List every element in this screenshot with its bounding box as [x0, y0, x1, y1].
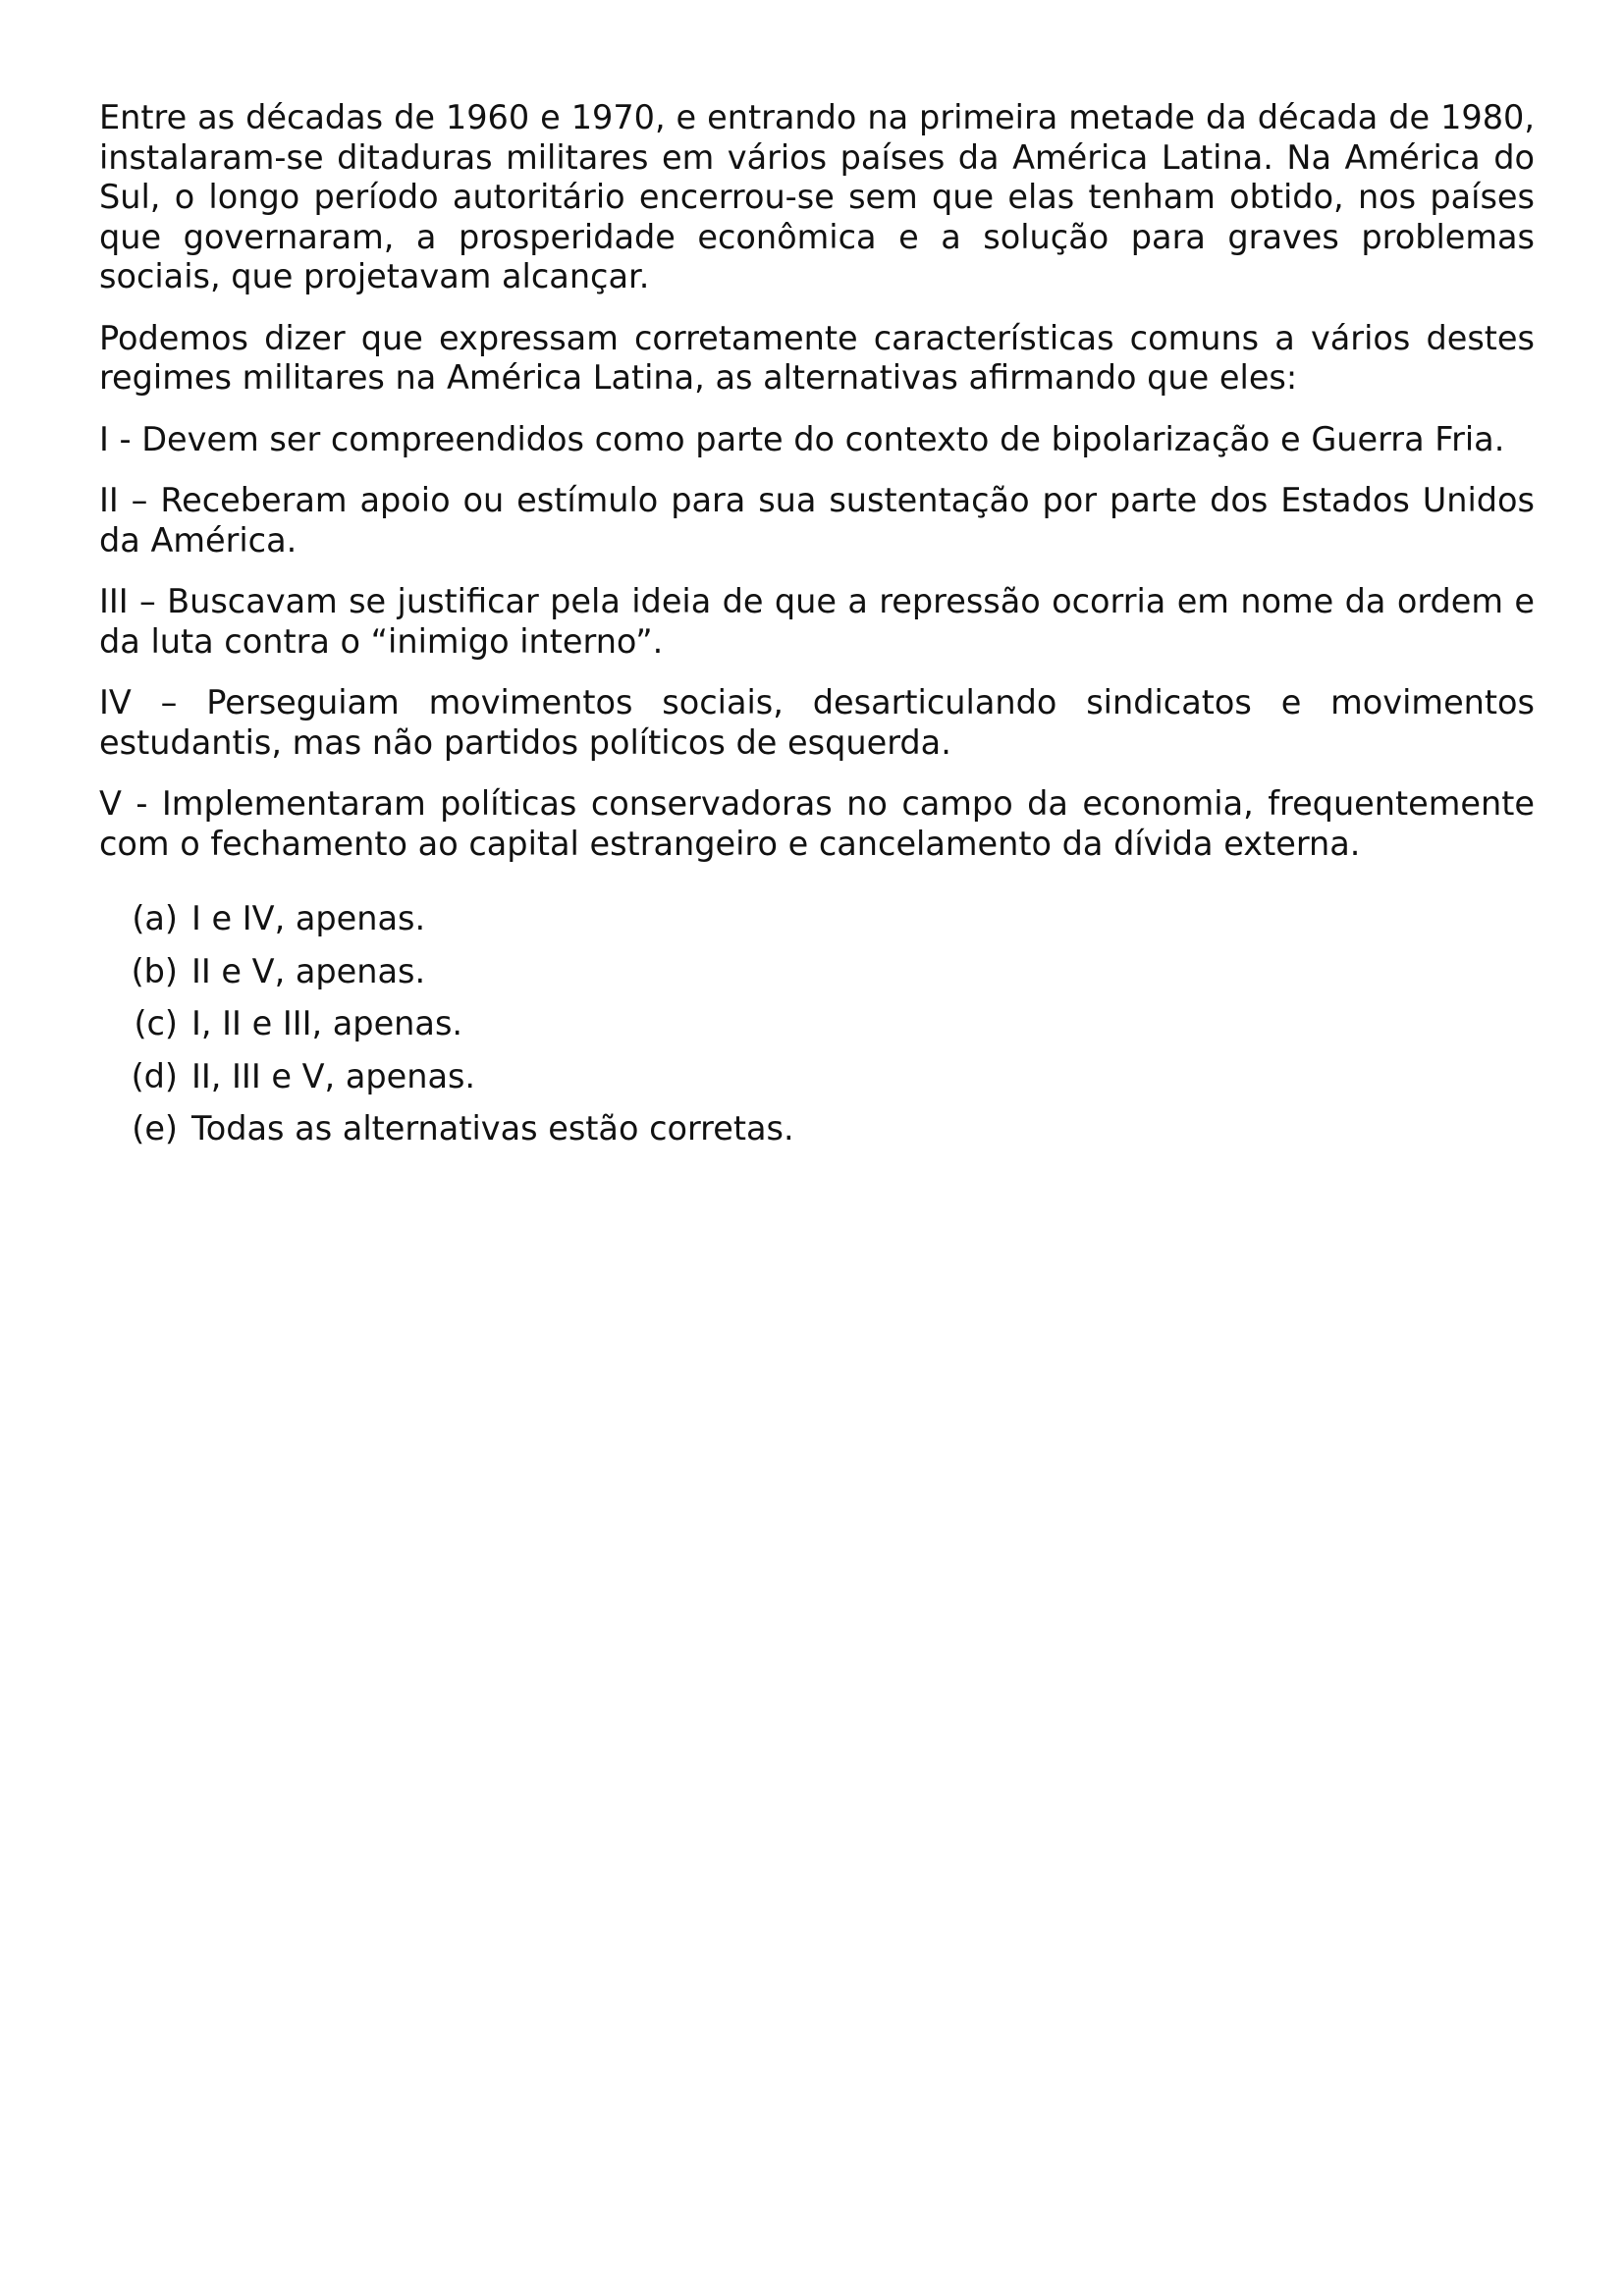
statement-iii: III – Buscavam se justificar pela ideia de que a repressão ocorria em nome da ordem e da luta contra o “inimigo interno”.	[99, 582, 1535, 661]
answer-options	[99, 899, 1535, 1162]
option-letter: (d)	[131, 1056, 178, 1095]
option-text: I, II e III, apenas.	[191, 1004, 463, 1042]
option-letter: (a)	[132, 899, 178, 937]
option-text: II, III e V, apenas.	[191, 1056, 476, 1095]
intro-paragraph: Entre as décadas de 1960 e 1970, e entrando na primeira metade da década de 1980, instalaram-se ditaduras militares em vários países da América Latina. Na América do Sul, o longo período autoritário encerrou-se sem que elas tenham obtido, nos países que governaram, a prosperidade econômica e a solução para graves problemas sociais, que projetavam alcançar.	[99, 98, 1535, 295]
option-letter: (c)	[134, 1004, 178, 1042]
option-d[interactable]	[99, 1057, 1535, 1110]
statement-iv: IV – Perseguiam movimentos sociais, desarticulando sindicatos e movimentos estudantis, mas não partidos políticos de esquerda.	[99, 683, 1535, 762]
option-letter: (b)	[131, 951, 178, 990]
prompt-paragraph: Podemos dizer que expressam corretamente características comuns a vários destes regimes militares na América Latina, as alternativas afirmando que eles:	[99, 318, 1535, 397]
option-a[interactable]	[99, 899, 1535, 952]
option-text: Todas as alternativas estão corretas.	[191, 1109, 794, 1148]
option-b[interactable]	[99, 952, 1535, 1005]
option-text: II e V, apenas.	[191, 951, 426, 990]
statement-i: I - Devem ser compreendidos como parte do contexto de bipolarização e Guerra Fria.	[99, 419, 1505, 458]
question-document	[99, 98, 1535, 1162]
statement-v: V - Implementaram políticas conservadoras no campo da economia, frequentemente com o fechamento ao capital estrangeiro e cancelamento da dívida externa.	[99, 784, 1535, 863]
statement-ii: II – Receberam apoio ou estímulo para sua sustentação por parte dos Estados Unidos da América.	[99, 481, 1535, 560]
option-e[interactable]	[99, 1109, 1535, 1162]
option-text: I e IV, apenas.	[191, 899, 426, 937]
option-c[interactable]	[99, 1004, 1535, 1057]
option-letter: (e)	[132, 1109, 178, 1148]
